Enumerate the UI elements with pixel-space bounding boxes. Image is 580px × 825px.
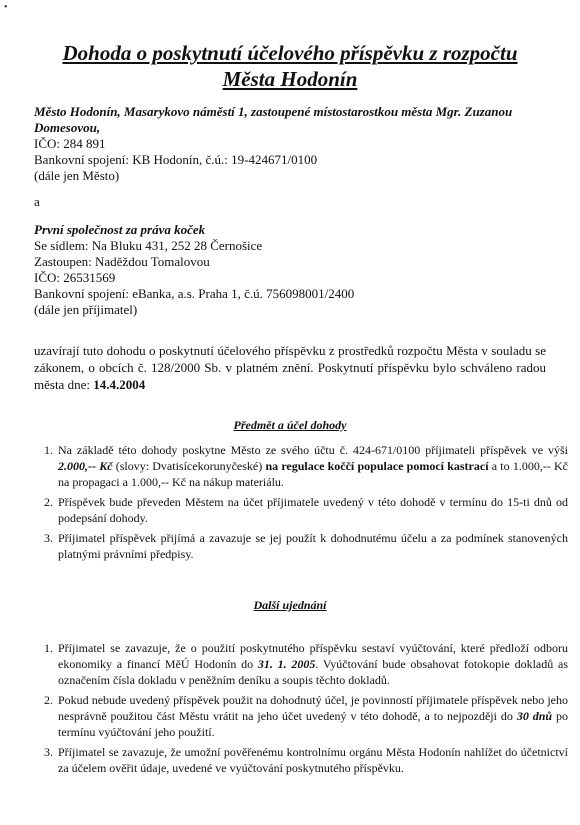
party-city-ico: IČO: 284 891 [34,136,106,151]
party-recipient-ico: IČO: 26531569 [34,270,116,285]
section-2-item-3: 3. Příjimatel se zavazuje, že umožní pověřenému kontrolnímu orgánu Města Hodonín nahlížet do účetnictví za účelem ověřit údaje, uvedené ve vyúčtování poskytnutého příspěvku. [56,744,568,776]
item-text: Pokud nebude uvedený příspěvek použit na dohodnutý účel, je povinností příjimatele příspěvek nebo jeho nesprávně použitou část Městu vrátit na jeho účet uvedený v této dohodě, a to nejpozději do [58,693,568,723]
party-city [34,104,549,184]
party-recipient-bank: Bankovní spojení: eBanka, a.s. Praha 1, č.ú. 756098001/2400 [34,286,355,301]
intro-text: uzavírají tuto dohodu o poskytnutí účelového příspěvku z prostředků rozpočtu Města v souladu se zákonem, o obcích č. 128/2000 Sb. v platném znění. Poskytnutí příspěvku bylo schváleno radou města dne: [34,343,546,392]
purpose: na regulace koččí populace pomocí kastrací [265,459,489,473]
party-city-alias: (dále jen Město) [34,168,120,183]
item-text: po termínu vyúčtování jeho použití. [58,709,568,739]
document-title [30,40,550,92]
amount: 2.000,-- Kč [58,459,113,473]
section-2-item-1 [56,640,568,688]
party-recipient-alias: (dále jen příjimatel) [34,302,138,317]
section-2-list [34,640,568,780]
return-days: 30 dnů [516,709,553,723]
item-text: (slovy: Dvatisícekorunyčeské) [112,459,266,473]
section-1-item-1 [56,442,568,490]
scan-speck: • [4,2,8,13]
party-city-bank: Bankovní spojení: KB Hodonín, č.ú.: 19-424671/0100 [34,152,318,167]
section-1-title: Předmět a účel dohody [233,418,347,432]
section-1-item-3: 3. Příjimatel příspěvek přijímá a zavazuje se jej použít k dohodnutému účelu a za podmínek stanovených platnými právními předpisy. [56,530,568,562]
connector-text: a [34,194,40,209]
party-recipient-rep: Zastoupen: Naděždou Tomalovou [34,254,210,269]
party-recipient-seat: Se sídlem: Na Bluku 431, 252 28 Černošice [34,238,263,253]
section-2-title: Další ujednání [253,598,327,612]
intro-paragraph [34,342,546,393]
title-line-2: Města Hodonín [222,67,358,91]
party-recipient [34,222,549,318]
title-line-1: Dohoda o poskytnutí účelového příspěvku z rozpočtu [62,41,518,65]
party-recipient-name: První společnost za práva koček [34,222,206,237]
party-city-name: Město Hodonín, Masarykovo náměstí 1, zastoupené místostarostkou města Mgr. Zuzanou Domesovou, [34,104,513,135]
section-1-item-2: 2. Příspěvek bude převeden Městem na účet příjimatele uvedený v této dohodě v termínu do 15-ti dnů od podepsání dohody. [56,494,568,526]
deadline-date: 31. 1. 2005 [257,657,316,671]
item-text: Příjimatel se zavazuje, že o použití poskytnutého příspěvku sestaví vyúčtování, které předloží odboru ekonomiky a financí MěÚ Hodonín do [58,641,568,671]
item-text: . Vyúčtování bude obsahovat fotokopie dokladů as označením čísla dokladu v peněžním deníku a soupis těchto dokladů. [58,657,568,687]
section-2-item-2 [56,692,568,740]
intro-date: 14.4.2004 [93,377,146,392]
item-text: a to 1.000,-- Kč na propagaci a 1.000,-- Kč na nákup materiálu. [58,459,568,489]
item-text: Na základě této dohody poskytne Město ze svého účtu č. 424-671/0100 příjimateli příspěvek ve výši [58,443,568,457]
section-1-list [34,442,568,566]
